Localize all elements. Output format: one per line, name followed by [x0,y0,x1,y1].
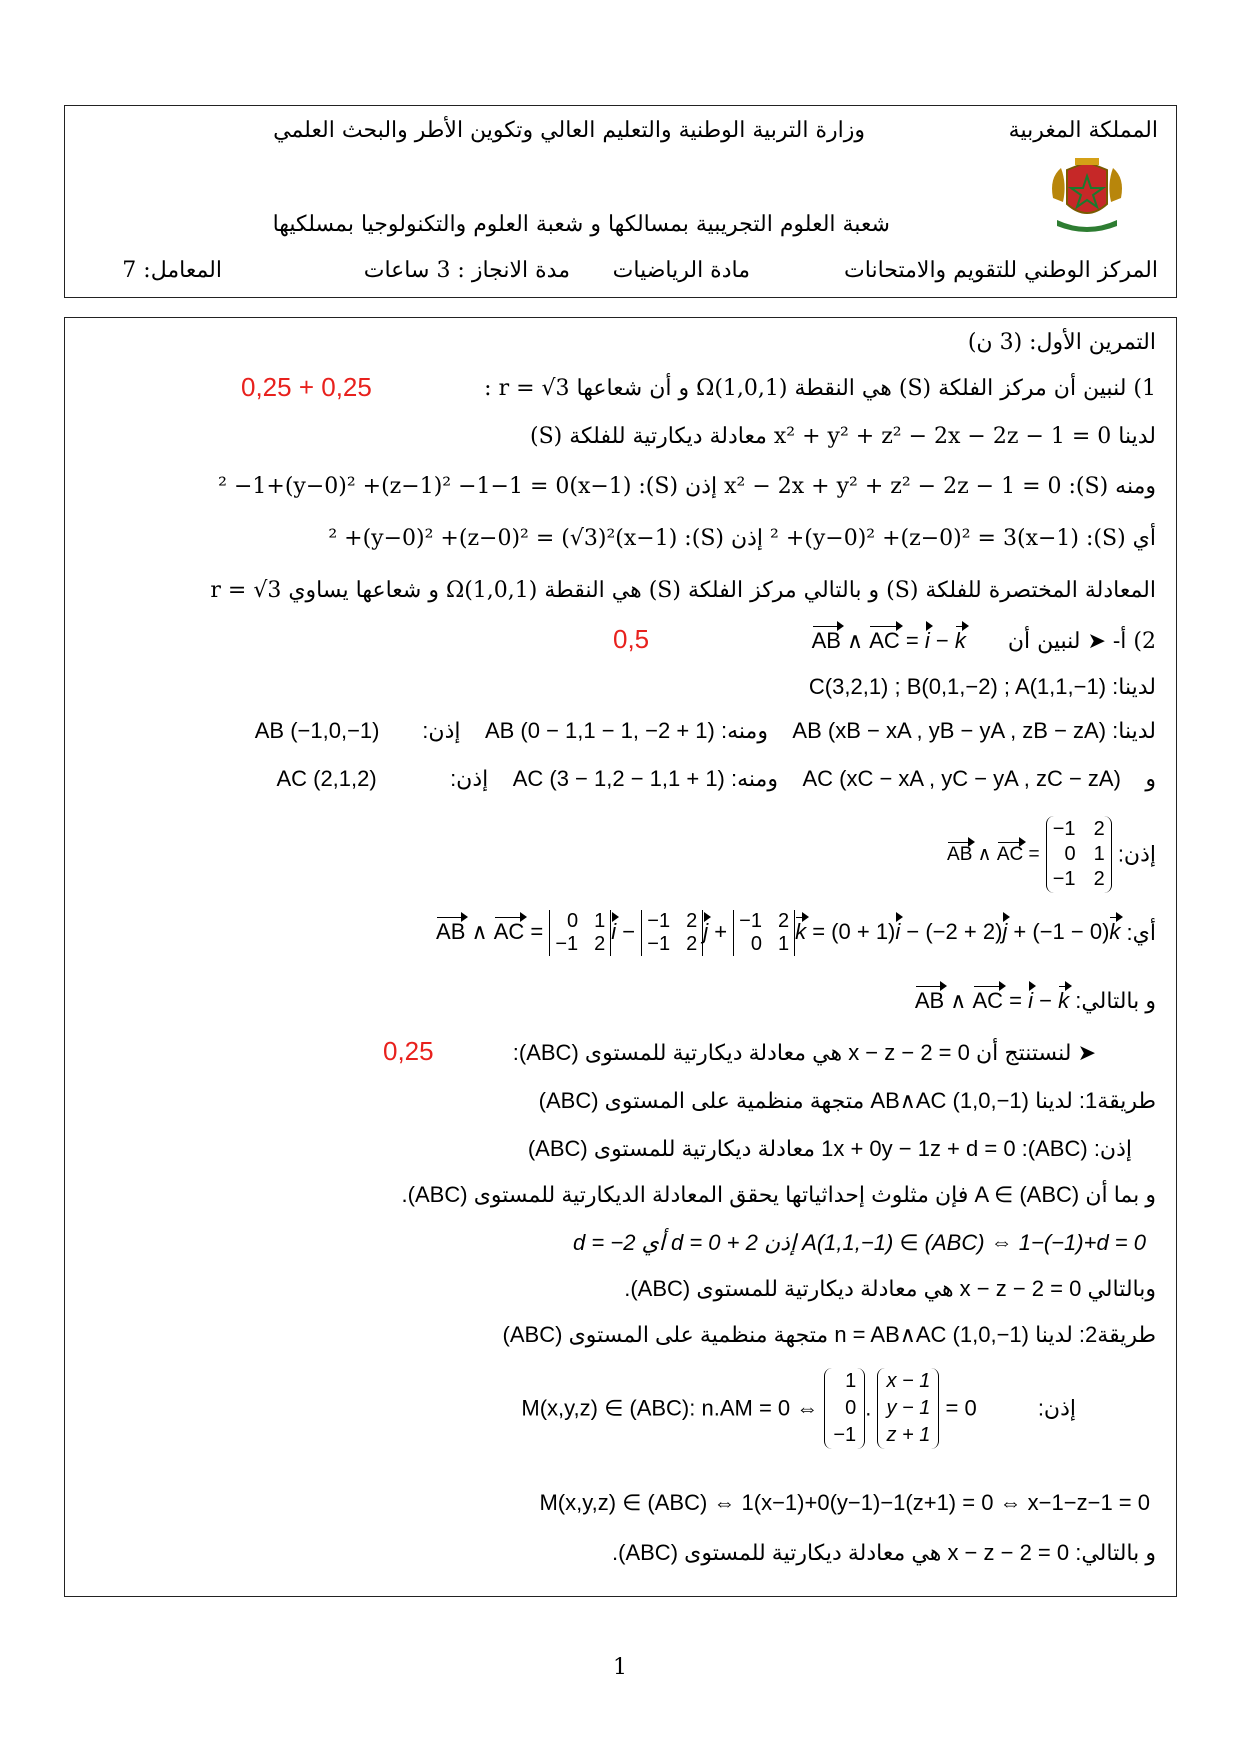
normal-cell: 1 [845,1370,857,1392]
sphere-square-line: أي (S): (x−1)² +(y−0)² +(z−0)² = 3 إذن (S): (x−1)² +(y−0)² +(z−0)² = (√3)² [328,526,1156,551]
deduce-points: 0,25 [383,1036,434,1066]
method2-label: إذن: [1037,1395,1076,1421]
cross-result: و بالتالي: AB ∧ AC = i − k [914,988,1156,1013]
q1-points: 0,25 + 0,25 [241,372,372,402]
ac-computation [276,766,1156,792]
method1-membership: و بما أن A ∈ (ABC) فإن مثلوث إحداثياتها يحقق المعادلة الديكارتية للمستوى (ABC). [401,1182,1156,1207]
matrix-cell: 2 [1093,818,1105,840]
ab-computation [255,718,1156,744]
matrix-cell: 0 [1064,843,1076,865]
cross-matrix-line [947,816,1156,893]
am-cell: y − 1 [886,1397,931,1419]
coords-matrix [1046,816,1112,893]
matrix-lhs: AB ∧ AC = [947,844,1040,866]
matrix-cell: −1 [1052,818,1076,840]
q2-statement [812,628,1156,654]
method1-solve: A(1,1,−1) ∈ (ABC) ⇔ 1−(−1)+d = 0 إذن 2 + d = 0 أي d = −2 [573,1230,1146,1255]
am-column [877,1368,939,1449]
cross-result-label: و بالتالي: [1075,988,1156,1013]
ab-intro: لدينا: [1112,718,1156,743]
header-subject: مادة الرياضيات [612,258,750,283]
ac-coords: AC (xC − xA , yC − yA , zC − zA) [802,766,1121,791]
method1-normal: طريقة1: لدينا AB∧AC (1,0,−1) متجهة منظمية على المستوى (ABC) [538,1088,1156,1113]
header-ministry: وزارة التربية الوطنية والتعليم العالي وتكوين الأطر والبحث العلمي [273,118,865,143]
matrix-cell: 2 [1093,868,1105,890]
deduce-statement: ➤ لنستنتج أن x − z − 2 = 0 هي معادلة ديكارتية للمستوى (ABC): [512,1040,1096,1065]
method2-normal: طريقة2: لدينا n = AB∧AC (1,0,−1) متجهة منظمية على المستوى (ABC) [502,1322,1156,1347]
method2-eq-right: = 0 [945,1395,977,1421]
exercise-box [64,317,1177,1597]
am-cell: x − 1 [886,1370,931,1392]
sphere-conclusion: المعادلة المختصرة للفلكة (S) و بالتالي مركز الفلكة (S) هي النقطة Ω(1,0,1) و شعاعها يساوي r = √3 [210,578,1156,603]
points-definition: لدينا: C(3,2,1) ; B(0,1,−2) ; A(1,1,−1) [808,674,1156,699]
ab-result: AB (−1,0,−1) [254,718,380,743]
header-center: المركز الوطني للتقويم والامتحانات [844,258,1158,283]
matrix-cell: 1 [1093,843,1105,865]
matrix-label: إذن: [1117,841,1156,867]
matrix-cell: −1 [1052,868,1076,890]
q2-points: 0,5 [613,624,650,654]
ab-then: ومنه: [721,718,768,743]
q2-text: 2) أ- ➤ لنبين أن [1007,629,1156,654]
method2-dot-product: إذن: M(x,y,z) ∈ (ABC): n.AM = 0 ⇔ 1 0 −1 . x − 1 y − 1 z + 1 = 0 [521,1368,1076,1449]
normal-cell: −1 [833,1424,857,1446]
ab-coords: AB (xB − xA , yB − yA , zB − zA) [792,718,1107,743]
sphere-expand-line: ومنه (S): x² − 2x + y² + z² − 2z − 1 = 0 إذن (S): (x−1)² −1+(y−0)² +(z−1)² −1−1 = 0 [218,474,1156,499]
header-coefficient: المعامل: 7 [122,258,222,283]
q1-statement: 1) لنبين أن مركز الفلكة (S) هي النقطة Ω(1,0,1) و أن شعاعها r = √3 : [484,376,1156,401]
ai-label: أي: [1126,920,1156,945]
kingdom-emblem-icon [1045,158,1129,234]
ab-mid: AB (0 − 1,1 − 1, −2 + 1) [484,718,715,743]
method2-eq-left: M(x,y,z) ∈ (ABC): n.AM = 0 ⇔ [521,1395,819,1421]
ac-and: و [1145,766,1156,791]
ac-mid: AC (3 − 1,2 − 1,1 + 1) [512,766,725,791]
header-stream: شعبة العلوم التجريبية بمسالكها و شعبة العلوم والتكنولوجيا بمسلكيها [272,212,890,237]
exercise-title: التمرين الأول: (3 ن) [967,330,1156,355]
ab-so: إذن: [422,718,461,743]
page-number: 1 [613,1655,627,1680]
header-duration: مدة الانجاز : 3 ساعات [363,258,570,283]
q2-formula: AB ∧ AC = i − k [811,628,966,653]
method2-expand: M(x,y,z) ∈ (ABC) ⇔ 1(x−1)+0(y−1)−1(z+1) = 0 ⇔ x−1−z−1 = 0 [539,1490,1150,1515]
normal-cell: 0 [845,1397,857,1419]
normal-column [824,1368,865,1449]
method1-equation: إذن: (ABC): 1x + 0y − 1z + d = 0 معادلة ديكارتية للمستوى (ABC) [527,1136,1132,1161]
cross-expansion: AB ∧ AC = 0 1 −1 2 i − −1 2 −1 2 j + −1 2 0 1 k = (0 + 1)i − (−2 + 2)j + (−1 − 0)k [436,910,1121,955]
method1-conclusion: وبالتالي x − z − 2 = 0 هي معادلة ديكارتية للمستوى (ABC). [624,1276,1156,1301]
header-kingdom: المملكة المغربية [1008,118,1158,143]
am-cell: z + 1 [886,1424,931,1446]
sphere-eq-line: لدينا x² + y² + z² − 2x − 2z − 1 = 0 معادلة ديكارتية للفلكة (S) [529,424,1156,449]
ac-result: AC (2,1,2) [276,766,377,791]
cross-expansion-line [436,910,1156,956]
ac-so: إذن: [450,766,489,791]
method2-conclusion: و بالتالي: x − z − 2 = 0 هي معادلة ديكارتية للمستوى (ABC). [612,1540,1156,1565]
ac-then: ومنه: [731,766,778,791]
